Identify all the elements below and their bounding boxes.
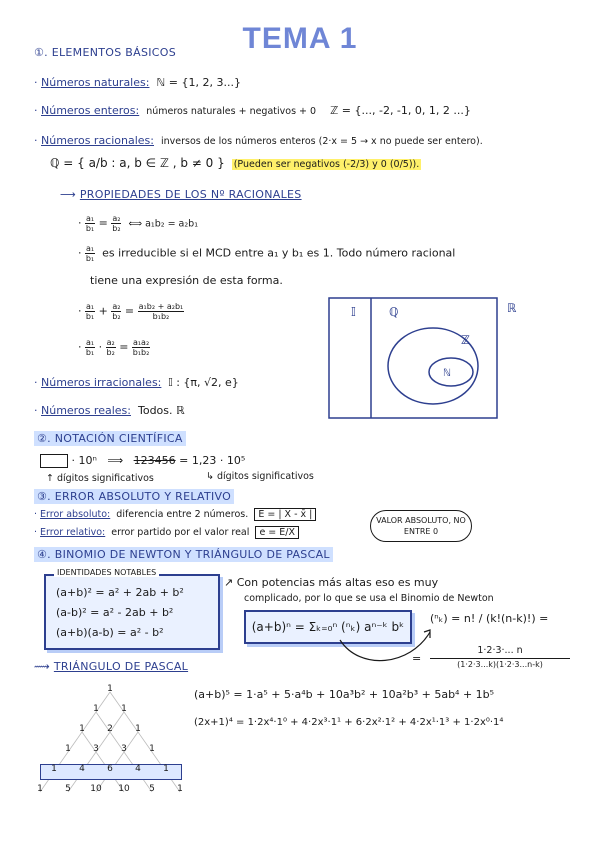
identidades-box [44, 568, 220, 650]
naturales-row: · Números naturales: ℕ = {1, 2, 3...} [34, 76, 241, 89]
identidad-3: (a+b)(a-b) = a² - b² [56, 626, 164, 639]
section-2-heading: ②. NOTACIÓN CIENTÍFICA [34, 432, 186, 445]
pascal-cell: 1 [135, 724, 141, 734]
error-absoluto-label: Error absoluto: [40, 509, 111, 520]
pascal-cell: 10 [90, 784, 102, 794]
error-relativo-formula: e = E/X [255, 526, 299, 539]
reales-value: Todos. ℝ [137, 404, 185, 417]
pascal-cell: 6 [107, 764, 113, 774]
pascal-cell: 4 [79, 764, 85, 774]
error-relativo-row: · Error relativo: error partido por el valor real e = E/X [34, 526, 299, 540]
section-4-heading: ④. BINOMIO DE NEWTON Y TRIÁNGULO DE PASCAL [34, 548, 333, 561]
error-relativo-label: Error relativo: [40, 527, 106, 538]
notacion-formula: · 10ⁿ [71, 454, 97, 467]
property-1: · $\frac{\text{a₁}}{\text{b₁}}$ = $\frac{\text{a₂}}{\text{b₂}}$ ⟺ a₁b₂ = a₂b₁ [78, 214, 199, 233]
pascal-cell: 1 [107, 684, 113, 694]
binomial-denominator: (1·2·3...k)(1·2·3...n-k) [457, 660, 543, 669]
pascal-cell: 1 [79, 724, 85, 734]
page-title: TEMA 1 [242, 22, 358, 55]
property-1-rhs: ⟺ a₁b₂ = a₂b₁ [128, 218, 199, 230]
newton-formula-box: (a+b)ⁿ = Σₖ₌₀ⁿ (ⁿₖ) aⁿ⁻ᵏ bᵏ [244, 610, 412, 644]
naturales-label: Números naturales: [41, 76, 150, 89]
venn-diagram [325, 294, 525, 424]
pascal-cell: 4 [135, 764, 141, 774]
newton-text-2: complicado, por lo que se usa el Binomio de Newton [244, 593, 494, 604]
notacion-formula-row: · 10ⁿ ⟹ 123456 = 1,23 · 10⁵ [40, 454, 245, 468]
pascal-heading: ⟿ TRIÁNGULO DE PASCAL [34, 660, 189, 673]
enteros-desc: números naturales + negativos + 0 [146, 106, 317, 117]
irracionales-value: 𝕀 : {π, √2, e} [168, 376, 239, 389]
pascal-cell: 3 [93, 744, 99, 754]
racionales-note: (Pueden ser negativos (-2/3) y 0 (0/5)). [233, 159, 420, 170]
section-1-heading: ①. ELEMENTOS BÁSICOS [34, 46, 177, 59]
error-absoluto-formula: E = | X - x̄ | [254, 508, 316, 521]
pascal-cell: 5 [65, 784, 71, 794]
error-absoluto-desc: diferencia entre 2 números. [116, 509, 249, 520]
pascal-cell: 2 [107, 724, 113, 734]
pascal-cell: 1 [65, 744, 71, 754]
example-1: (a+b)⁵ = 1·a⁵ + 5·a⁴b + 10a³b² + 10a²b³ + 5ab⁴ + 1b⁵ [194, 688, 495, 701]
naturales-value: ℕ = {1, 2, 3...} [156, 76, 241, 89]
newton-text-1: ↗ Con potencias más altas eso es muy [224, 576, 439, 589]
pascal-cell: 3 [121, 744, 127, 754]
pascal-cell: 1 [177, 784, 183, 794]
notacion-example-right: = 1,23 · 10⁵ [179, 454, 246, 467]
pascal-cell: 1 [163, 764, 169, 774]
racionales-desc: inversos de los números enteros (2·x = 5 → x no puede ser entero). [161, 136, 483, 147]
venn-label-z: ℤ [461, 333, 470, 347]
pascal-cell: 1 [37, 784, 43, 794]
binomial-coefficient: (ⁿₖ) = n! / (k!(n-k)!) = [430, 612, 549, 625]
venn-label-n: ℕ [443, 368, 452, 379]
property-2-text: es irreducible si el MCD entre a₁ y b₁ es 1. Todo número racional [102, 246, 456, 260]
property-4: · $\frac{\text{a₁}}{\text{b₁}}$ · $\frac{\text{a₂}}{\text{b₂}}$ = $\frac{\text{a₁a₂}}{\text{b₁b₂}}$ [78, 338, 150, 357]
arrow-connector [330, 626, 440, 666]
venn-label-q: ℚ [389, 305, 399, 319]
irracionales-row: · Números irracionales: 𝕀 : {π, √2, e} [34, 376, 239, 389]
pascal-cell: 1 [93, 704, 99, 714]
reales-row: · Números reales: Todos. ℝ [34, 404, 185, 417]
notacion-example-left: 123456 [133, 454, 176, 467]
propiedades-heading: ⟶ PROPIEDADES DE LOS Nº RACIONALES [60, 188, 302, 201]
racionales-row: · Números racionales: inversos de los números enteros (2·x = 5 → x no puede ser entero). [34, 134, 483, 147]
identidades-label: IDENTIDADES NOTABLES [54, 568, 159, 577]
cloud-note: VALOR ABSOLUTO, NO ENTRE 0 [370, 510, 472, 542]
irracionales-label: Números irracionales: [41, 376, 162, 389]
venn-label-i: 𝕀 [351, 305, 356, 319]
enteros-label: Números enteros: [41, 104, 140, 117]
pascal-cell: 1 [51, 764, 57, 774]
property-2: · $\frac{\text{a₁}}{\text{b₁}}$ es irreducible si el MCD entre a₁ y b₁ es 1. Todo número racional [78, 244, 456, 263]
racionales-label: Números racionales: [41, 134, 154, 147]
pascal-lines [30, 680, 190, 800]
error-relativo-desc: error partido por el valor real [111, 527, 250, 538]
pascal-cell: 1 [121, 704, 127, 714]
racionales-value: ℚ = { a/b : a, b ∈ ℤ , b ≠ 0 } [50, 156, 225, 170]
blank-box [40, 454, 68, 468]
error-absoluto-row: · Error absoluto: diferencia entre 2 números. E = | X - x̄ | [34, 508, 316, 522]
reales-label: Números reales: [41, 404, 131, 417]
pascal-cell: 10 [118, 784, 130, 794]
enteros-row: · Números enteros: números naturales + negativos + 0 ℤ = {..., -2, -1, 0, 1, 2 ...} [34, 104, 471, 117]
binomial-equals: = [412, 652, 422, 665]
enteros-value: ℤ = {..., -2, -1, 0, 1, 2 ...} [330, 104, 471, 117]
venn-label-r: ℝ [507, 301, 517, 315]
property-3: · $\frac{\text{a₁}}{\text{b₁}}$ + $\frac{\text{a₂}}{\text{b₂}}$ = $\frac{\text{a₁b₂ + a₂b₁}}{\text{b₁b₂}}$ [78, 302, 184, 321]
identidad-1: (a+b)² = a² + 2ab + b² [56, 586, 184, 599]
pascal-triangle [30, 680, 190, 800]
binomial-numerator: 1·2·3·... n [430, 644, 570, 659]
notacion-note-1: ↑ dígitos significativos [46, 473, 154, 484]
identidad-2: (a-b)² = a² - 2ab + b² [56, 606, 174, 619]
notacion-note-2: ↳ dígitos significativos [206, 471, 314, 482]
section-3-heading: ③. ERROR ABSOLUTO Y RELATIVO [34, 490, 234, 503]
property-2-text2: tiene una expresión de esta forma. [90, 274, 283, 287]
pascal-cell: 1 [149, 744, 155, 754]
pascal-cell: 5 [149, 784, 155, 794]
racionales-def-row [50, 156, 421, 172]
example-2: (2x+1)⁴ = 1·2x⁴·1⁰ + 4·2x³·1¹ + 6·2x²·1² + 4·2x¹·1³ + 1·2x⁰·1⁴ [194, 717, 504, 728]
